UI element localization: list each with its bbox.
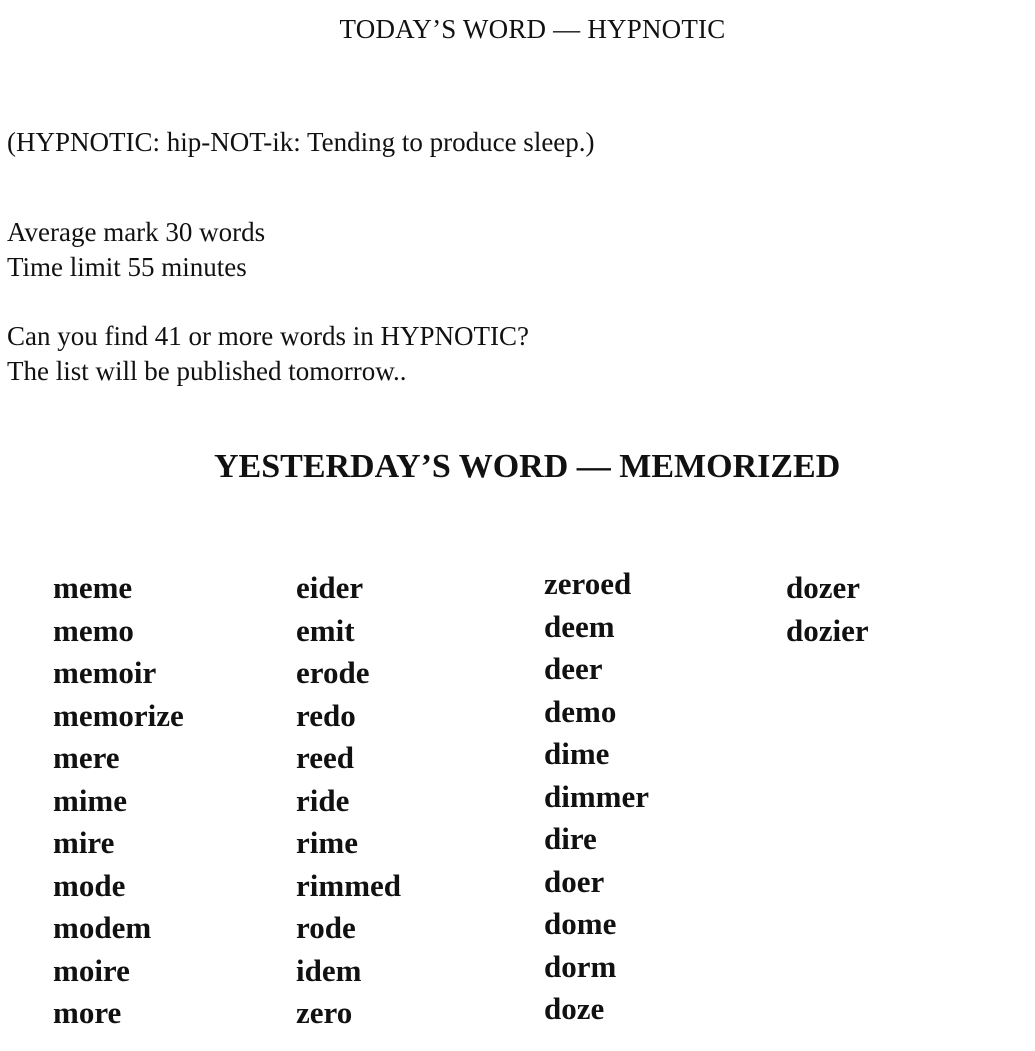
word-item: dimmer (544, 778, 650, 814)
word-item: deer (544, 651, 603, 686)
word-item: rimmed (296, 867, 402, 903)
challenge-question: Can you find 41 or more words in HYPNOTIC? (7, 321, 529, 351)
yesterdays-word-title: YESTERDAY’S WORD — MEMORIZED (214, 448, 841, 485)
word-item: redo (296, 697, 356, 733)
word-item: moire (53, 952, 130, 988)
word-item: mime (53, 782, 128, 818)
word-item: erode (296, 655, 370, 690)
word-item: dozier (786, 612, 869, 648)
puzzle-stats (7, 215, 265, 285)
word-item: mire (53, 825, 115, 860)
word-item: doer (544, 863, 605, 899)
word-definition: (HYPNOTIC: hip-NOT-ik: Tending to produce sleep.) (7, 127, 595, 157)
word-item: deem (544, 608, 615, 644)
word-item: emit (296, 612, 355, 648)
word-item: rime (296, 825, 358, 860)
word-item: memo (53, 612, 134, 648)
word-item: zero (296, 995, 353, 1030)
average-mark: Average mark 30 words (7, 217, 266, 247)
word-item: reed (296, 740, 354, 775)
word-column-2 (296, 567, 401, 1035)
word-item: dozer (786, 570, 861, 605)
word-item: more (53, 995, 122, 1030)
word-item: dorm (544, 948, 617, 984)
word-item: rode (296, 910, 356, 945)
word-item: demo (544, 693, 617, 729)
todays-word-title: TODAY’S WORD — HYPNOTIC (339, 14, 726, 44)
word-item: eider (296, 570, 364, 605)
word-item: zeroed (544, 566, 632, 601)
word-item: dome (544, 906, 617, 941)
word-column-3 (544, 563, 649, 1031)
word-item: meme (53, 570, 133, 605)
word-item: mode (53, 867, 126, 903)
challenge-text (7, 319, 529, 389)
word-item: modem (53, 910, 152, 945)
word-item: idem (296, 952, 362, 988)
publish-note: The list will be published tomorrow.. (7, 356, 407, 386)
word-item: dire (544, 821, 597, 856)
word-item: dime (544, 736, 610, 771)
word-item: mere (53, 740, 120, 775)
word-item: ride (296, 782, 350, 818)
word-item: memoir (53, 655, 157, 690)
word-column-4 (786, 567, 869, 652)
yesterday-word-list (0, 563, 1035, 1043)
word-column-1 (53, 567, 184, 1035)
word-item: doze (544, 991, 605, 1026)
word-item: memorize (53, 697, 184, 733)
time-limit: Time limit 55 minutes (7, 252, 247, 282)
